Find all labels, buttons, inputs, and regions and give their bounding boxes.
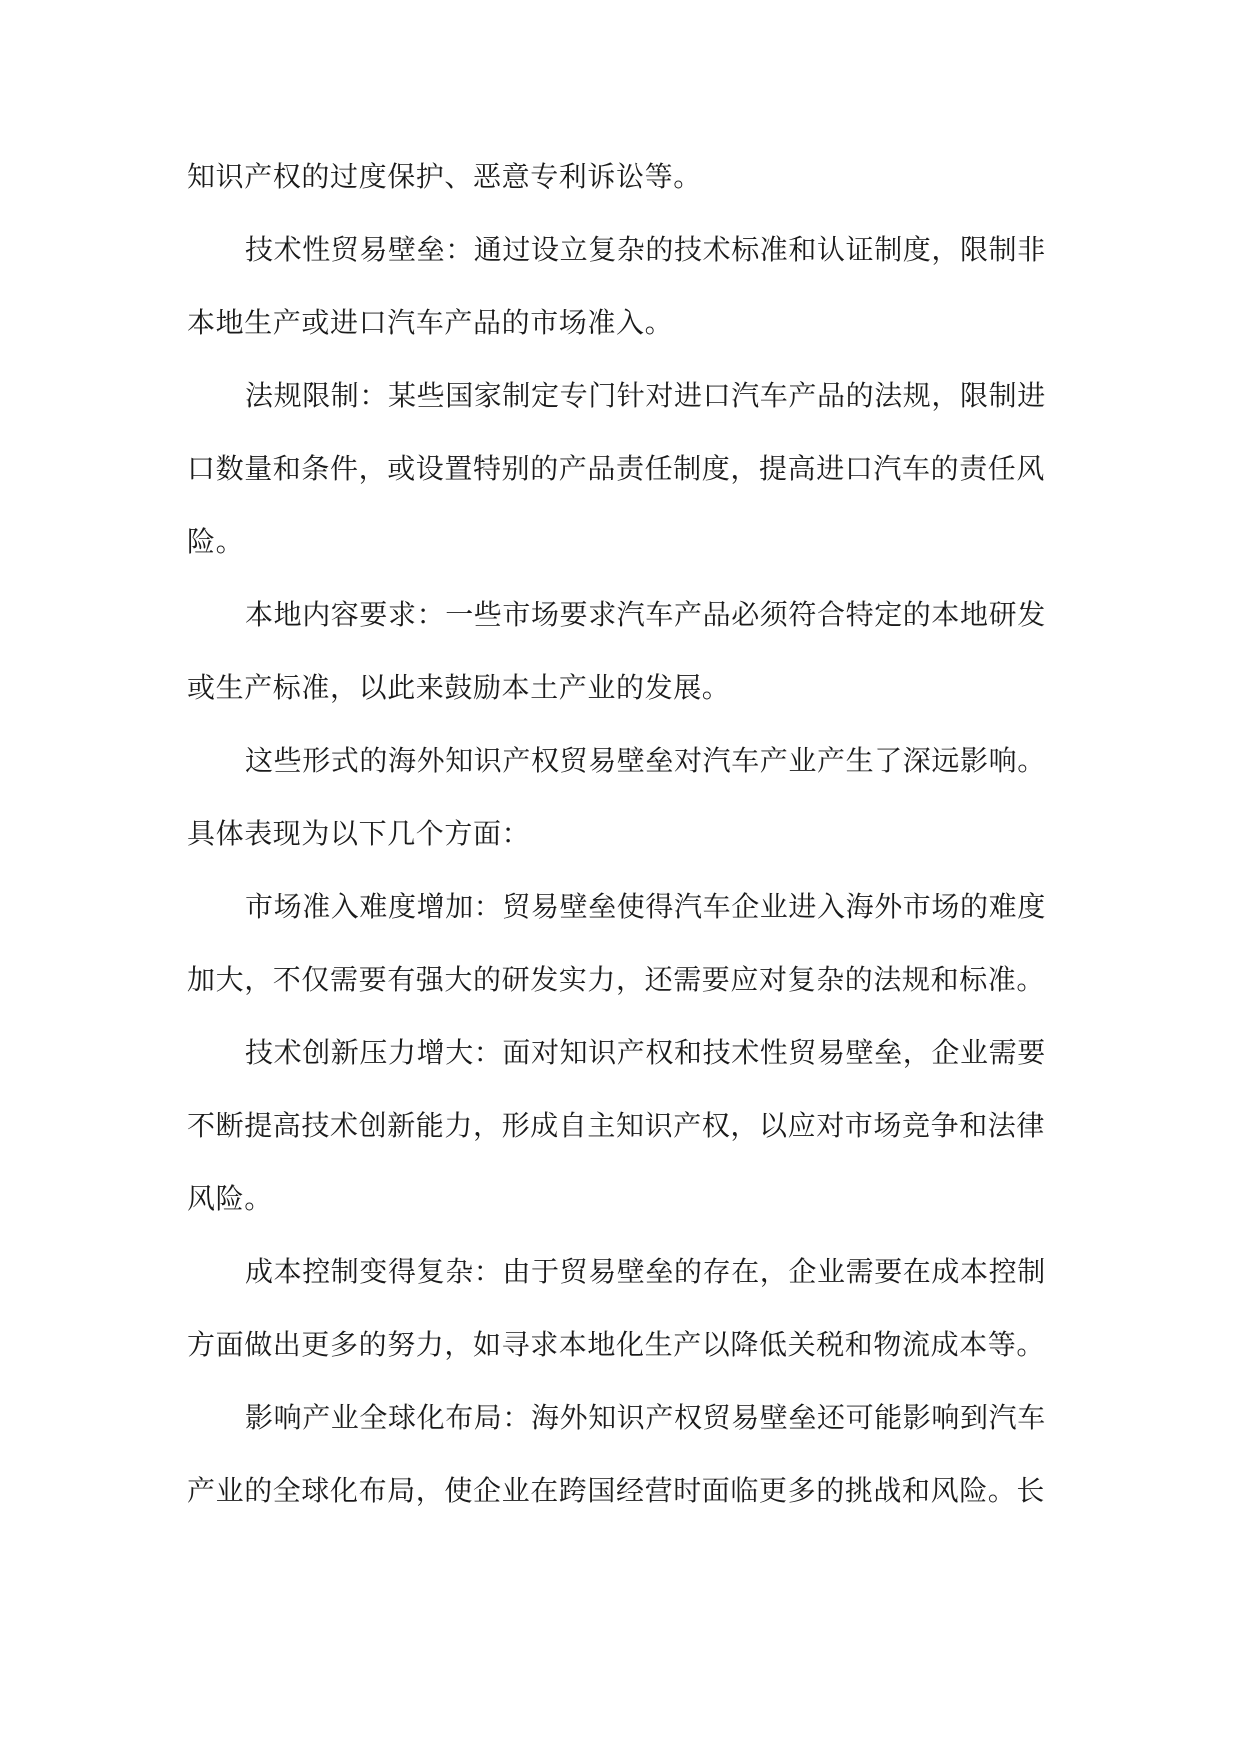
paragraph-local-content: 本地内容要求：一些市场要求汽车产品必须符合特定的本地研发或生产标准，以此来鼓励本土产业的发展。 — [187, 598, 1046, 704]
paragraph-globalization: 影响产业全球化布局：海外知识产权贸易壁垒还可能影响到汽车产业的全球化布局，使企业在跨国经营时面临更多的挑战和风险。长 — [187, 1401, 1046, 1507]
paragraph-cost-control: 成本控制变得复杂：由于贸易壁垒的存在，企业需要在成本控制方面做出更多的努力，如寻求本地化生产以降低关税和物流成本等。 — [187, 1255, 1046, 1361]
paragraph-technical-barriers: 技术性贸易壁垒：通过设立复杂的技术标准和认证制度，限制非本地生产或进口汽车产品的市场准入。 — [187, 233, 1046, 339]
paragraph-regulatory-restrictions: 法规限制：某些国家制定专门针对进口汽车产品的法规，限制进口数量和条件，或设置特别的产品责任制度，提高进口汽车的责任风险。 — [187, 379, 1046, 558]
paragraph-impact-intro: 这些形式的海外知识产权贸易壁垒对汽车产业产生了深远影响。具体表现为以下几个方面： — [187, 744, 1046, 850]
paragraph-innovation-pressure: 技术创新压力增大：面对知识产权和技术性贸易壁垒，企业需要不断提高技术创新能力，形成自主知识产权，以应对市场竞争和法律风险。 — [187, 1036, 1046, 1215]
document-body — [187, 140, 1055, 1527]
paragraph-continuation: 知识产权的过度保护、恶意专利诉讼等。 — [187, 160, 702, 193]
paragraph-market-access: 市场准入难度增加：贸易壁垒使得汽车企业进入海外市场的难度加大，不仅需要有强大的研发实力，还需要应对复杂的法规和标准。 — [187, 890, 1046, 996]
